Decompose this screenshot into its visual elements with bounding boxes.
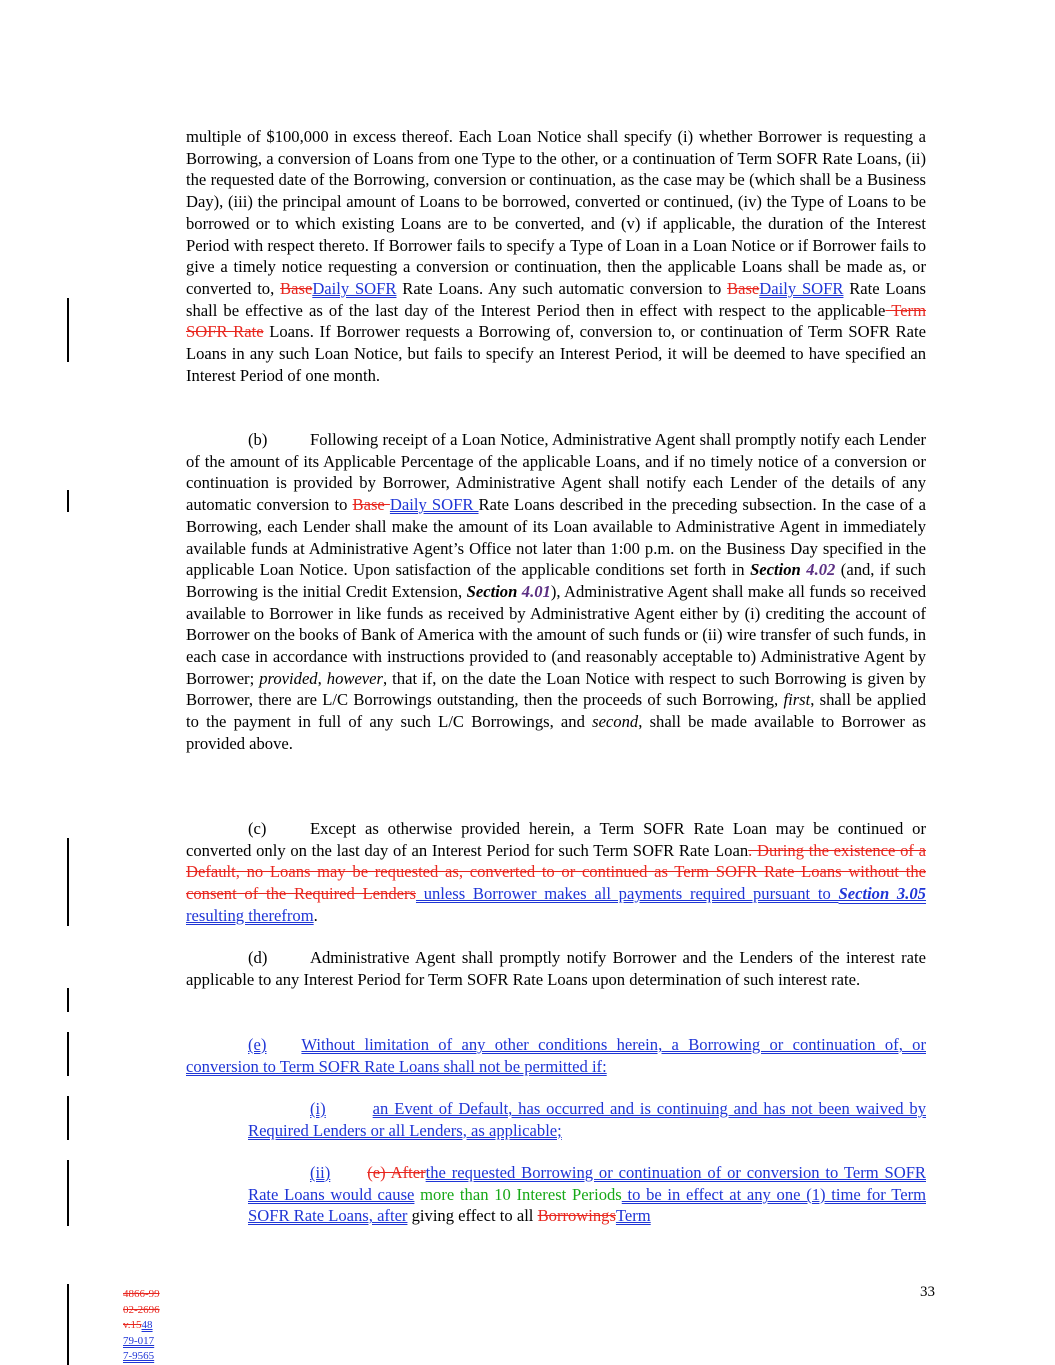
paragraph-c: (c) Except as otherwise provided herein, a Term SOFR Rate Loan may be continued or converted only on the last day of an Interest Period for such Term SOFR Rate Loan. During the existence of a Default, no Loans may be requested as, converted to or continued as Term SOFR Rate Loans without the consent of the Required Lenders unless Borrower makes all payments required pursuant to Section 3.05 resulting therefrom. (186, 819, 926, 925)
change-bar (67, 1096, 69, 1140)
section-reference: Section (466, 581, 522, 601)
section-reference: Section (750, 560, 807, 580)
page-number: 33 (920, 1284, 935, 1300)
deleted-text: Base (280, 278, 313, 298)
inserted-text: Daily SOFR (759, 278, 844, 298)
deleted-text: Base (727, 278, 760, 298)
inserted-text: Daily SOFR (389, 495, 479, 515)
inserted-text: Daily SOFR (312, 278, 397, 298)
moved-text: more than 10 Interest Periods (414, 1184, 622, 1204)
section-reference: 4.01 (521, 581, 551, 601)
paragraph-label: (c) (248, 819, 267, 838)
paragraph-a-continuation: multiple of $100,000 in excess thereof. Each Loan Notice shall specify (i) whether Borrower is requesting a Borrowing, a conversion of Loans from one Type to the other, or a continuation of Term SOFR Rate Loans, (ii) the requested date of the Borrowing, conversion or continuation, as the case may be (which shall be a Business Day), (iii) the principal amount of Loans to be borrowed, converted or continued, (iv) the Type of Loans to be borrowed or to which existing Loans are to be converted, and (v) if applicable, the duration of the Interest Period with respect thereto. If Borrower fails to specify a Type of Loan in a Loan Notice or if Borrower fails to give a timely notice requesting a conversion or continuation, then the applicable Loans shall be made as, or converted to, BaseDaily SOFR Rate Loans. Any such automatic conversion to BaseDaily SOFR Rate Loans shall be effective as of the last day of the Interest Period then in effect with respect to the applicable Term SOFR Rate Loans. If Borrower requests a Borrowing of, conversion to, or continuation of Term SOFR Rate Loans in any such Loan Notice, but fails to specify an Interest Period, it will be deemed to have specified an Interest Period of one month. (186, 127, 926, 385)
change-bar (67, 1032, 69, 1076)
inserted-text: unless Borrower makes all payments required pursuant to (415, 884, 839, 904)
paragraph-e: (e) Without limitation of any other conditions herein, a Borrowing or continuation of, or conversion to Term SOFR Rate Loans shall not be permitted if: (186, 1035, 926, 1076)
change-bar (67, 298, 69, 362)
deleted-text: . During the existence of a Default, no Loans may be requested as, converted to or continued as Term SOFR Rate Loans without the consent of the Required Lenders (186, 840, 926, 904)
paragraph-e-i: (i) an Event of Default, has occurred and is continuing and has not been waived by Required Lenders or all Lenders, as applicable; (248, 1099, 926, 1140)
inserted-text: the requested Borrowing or continuation of or conversion to Term SOFR Rate Loans would cause (248, 1163, 926, 1204)
paragraph-label: (i) (310, 1099, 326, 1118)
inserted-text: resulting therefrom (186, 905, 314, 925)
inserted-text: to be in effect at any one (1) time for Term SOFR Rate Loans, after (248, 1184, 926, 1226)
section-reference: 4.02 (806, 560, 836, 580)
change-bar (67, 838, 69, 926)
change-bar (67, 1284, 69, 1365)
paragraph-b: (b) Following receipt of a Loan Notice, Administrative Agent shall promptly notify each Lender of the amount of its Applicable Percentage of the applicable Loans, and if no timely notice of a conversion or continuation is provided by Borrower, Administrative Agent shall notify each Lender of the details of any automatic conversion to Base Daily SOFR Rate Loans described in the preceding subsection. In the case of a Borrowing, each Lender shall make the amount of its Loan available to Administrative Agent in immediately available funds at Administrative Agent’s Office not later than 1:00 p.m. on the Business Day specified in the applicable Loan Notice. Upon satisfaction of the applicable conditions set forth in Section 4.02 (and, if such Borrowing is the initial Credit Extension, Section 4.01), Administrative Agent shall make all funds so received available to Borrower in like funds as received by Administrative Agent either by (i) crediting the account of Borrower on the books of Bank of America with the amount of such funds or (ii) wire transfer of such funds, in each case in accordance with instructions provided to (and reasonably acceptable to) Administrative Agent by Borrower; provided, however, that if, on the date the Loan Notice with respect to such Borrowing is given by Borrower, there are L/C Borrowings outstanding, then the proceeds of such Borrowing, first, shall be applied to the payment in full of any such L/C Borrowings, and second, shall be made available to Borrower as provided above. (186, 430, 927, 753)
document-id: 4866-99 02-2696 v.1548 79-017 7-9565 (123, 1288, 160, 1362)
deleted-text: Term SOFR Rate (186, 300, 926, 342)
paragraph-label: (d) (248, 948, 268, 967)
paragraph-label: (ii) (310, 1163, 331, 1182)
section-reference: Section 3.05 (838, 884, 926, 904)
deleted-text: (e) After (367, 1163, 426, 1182)
change-bar (67, 988, 69, 1012)
deleted-text: Borrowings (537, 1206, 616, 1226)
change-bar (67, 490, 69, 512)
paragraph-e-ii: (ii) (e) Afterthe requested Borrowing or continuation of or conversion to Term SOFR Rate Loans would cause more than 10 Interest Periods to be in effect at any one (1) time for Term SOFR Rate Loans, after giving effect to all BorrowingsTerm (248, 1163, 926, 1226)
paragraph-label: (b) (248, 430, 268, 449)
change-bar (67, 1160, 69, 1226)
paragraph-d: (d) Administrative Agent shall promptly notify Borrower and the Lenders of the interest rate applicable to any Interest Period for Term SOFR Rate Loans upon determination of such interest rate. (186, 948, 926, 989)
deleted-text: Base (352, 495, 390, 515)
paragraph-label: (e) (248, 1035, 267, 1054)
inserted-text: Term (615, 1206, 651, 1226)
